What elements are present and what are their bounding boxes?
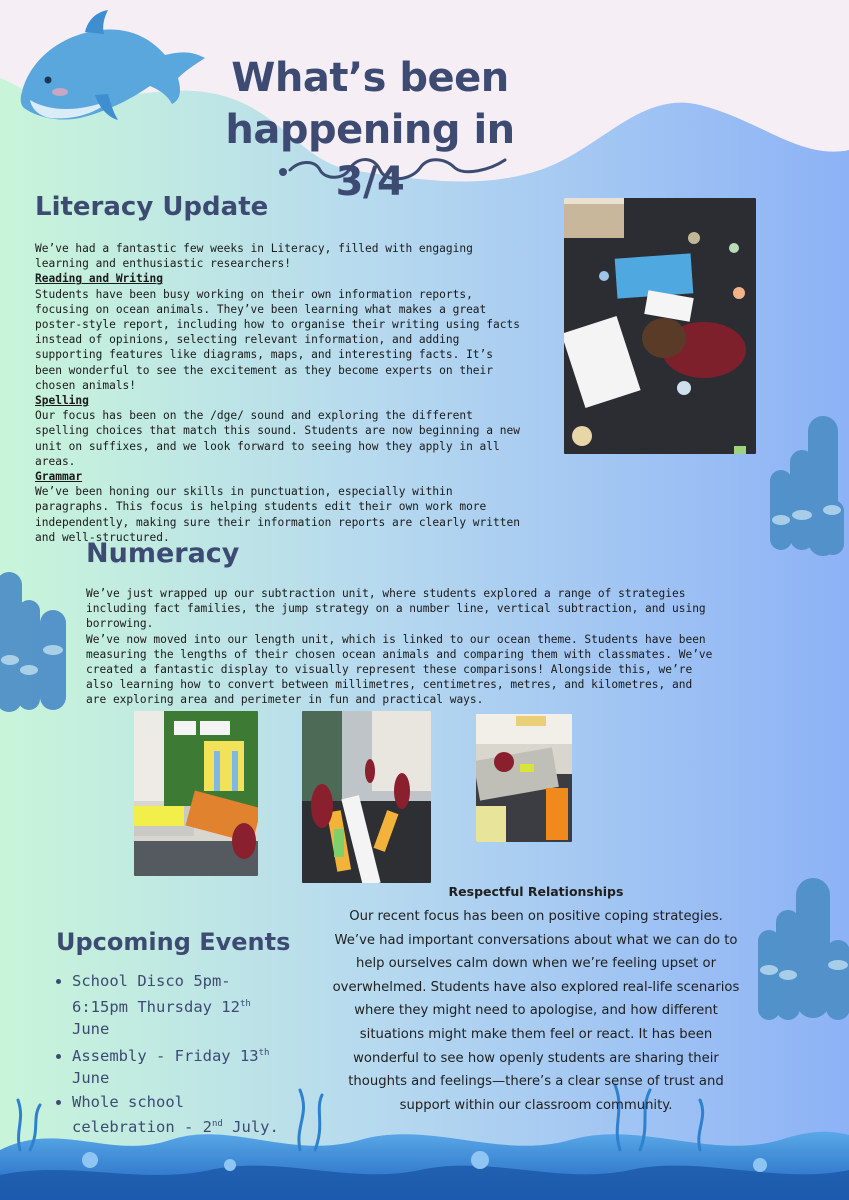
numeracy-paragraph-2: We’ve now moved into our length unit, which is linked to our ocean theme. Students have been measuring the lengths of their chosen ocean animals and comparing them with classmates. We’ve created a fantastic display to visually represent these comparisons! Alongside this, we’re also learning how to convert between millimetres, centimetres, metres, and kilometres, and are exploring area and perimeter in fun and practical ways. [86,632,713,707]
page-title [190,52,550,208]
events-list [38,970,283,1140]
event-superscript: nd [211,1119,223,1130]
event-text: Whole school celebration - 2 [72,1092,212,1137]
relationships-text: Our recent focus has been on positive coping strategies. We’ve had important conversations about what we can do to help ourselves calm down when we’re feeling upset or overwhelmed. Students have also explored real-life scenarios where they might need to apologise, and how different situations might make them feel or react. It has been wonderful to see how openly students are sharing their thoughts and feelings—there’s a clear sense of trust and support within our classroom community. [332,909,740,1113]
reading-writing-text: Students have been busy working on their own information reports, focusing on ocean animals. They’ve been learning what makes a great poster-style report, including how to organise their writing using facts instead of opinions, selecting relevant information, and adding supporting features like diagrams, maps, and interesting facts. It’s been wonderful to see the excitement as they become experts on their chosen animals! [35,287,520,392]
spelling-text: Our focus has been on the /dge/ sound and exploring the different spelling choices that match this sound. Students are now beginning a new unit on suffixes, and we look forward to seeing how they apply in all areas. [35,409,520,468]
event-text: Assembly - Friday 13 [72,1046,259,1065]
event-text-end: July. [222,1118,279,1137]
numeracy-photo-2 [302,711,431,883]
events-heading: Upcoming Events [56,928,291,956]
page-title-line-2: happening in 3/4 [225,107,515,205]
numeracy-heading: Numeracy [86,538,240,569]
event-text: School Disco 5pm-6:15pm Thursday 12 [72,972,240,1016]
grammar-heading: Grammar [35,470,83,484]
event-superscript: th [239,998,251,1009]
literacy-section [35,241,525,545]
event-item [72,1091,283,1139]
event-text-end: June [72,1020,110,1039]
relationships-heading: Respectful Relationships [448,884,624,899]
event-item [72,1042,283,1090]
spelling-heading: Spelling [35,394,89,408]
numeracy-paragraph-1: We’ve just wrapped up our subtraction unit, where students explored a range of strategies including fact families, the jump strategy on a number line, vertical subtraction, and using borrowing. [86,587,706,631]
numeracy-section [86,586,716,708]
literacy-intro: We’ve had a fantastic few weeks in Literacy, filled with engaging learning and enthusiastic researchers! [35,242,473,271]
literacy-photo [564,198,756,454]
grammar-text: We’ve been honing our skills in punctuation, especially within paragraphs. This focus is helping students edit their own work more independently, making sure their information reports are clearly written and well-structured. [35,485,520,544]
numeracy-photo-1 [134,711,258,876]
page-title-line-1: What’s been [231,55,509,101]
numeracy-photo-3 [476,714,572,842]
literacy-heading: Literacy Update [35,192,269,222]
event-item [72,970,283,1041]
reading-writing-heading: Reading and Writing [35,272,163,286]
event-text-end: June [72,1069,110,1088]
event-superscript: th [258,1047,270,1058]
